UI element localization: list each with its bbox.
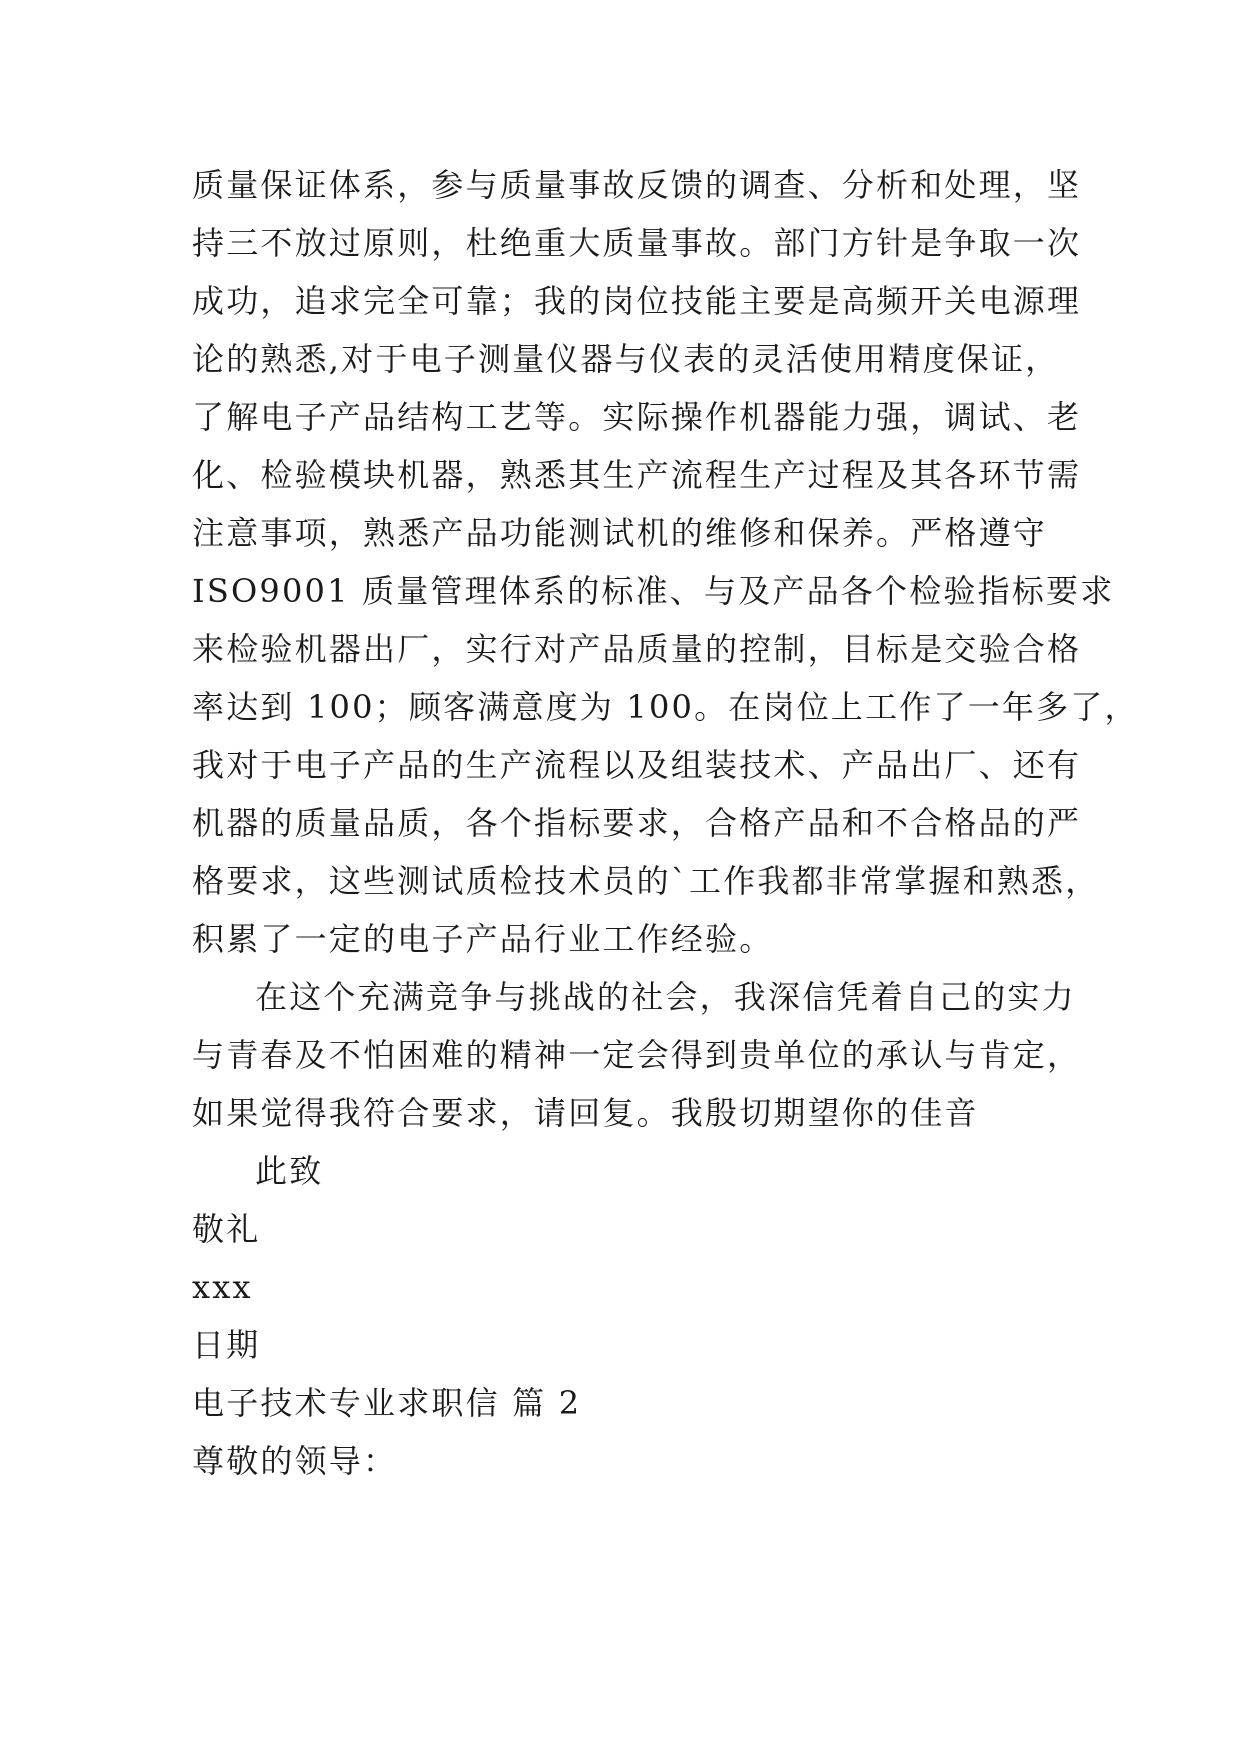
salutation: 敬礼 [192, 1210, 261, 1248]
text-line: 注意事项，熟悉产品功能测试机的维修和保养。严格遵守 [192, 514, 1048, 552]
text-line: 如果觉得我符合要求，请回复。我殷切期望你的佳音 [192, 1094, 979, 1132]
text-line: 在这个充满竞争与挑战的社会，我深信凭着自己的实力 [255, 978, 1076, 1016]
signature: xxx [192, 1268, 253, 1306]
text-line: 我对于电子产品的生产流程以及组装技术、产品出厂、还有 [192, 746, 1082, 784]
date-label: 日期 [192, 1326, 261, 1364]
text-line: ISO9001 质量管理体系的标准、与及产品各个检验指标要求 [192, 572, 1115, 610]
text-line: 来检验机器出厂，实行对产品质量的控制，目标是交验合格 [192, 630, 1082, 668]
greeting: 尊敬的领导： [192, 1442, 398, 1480]
text-line: 成功，追求完全可靠；我的岗位技能主要是高频开关电源理 [192, 282, 1082, 320]
section-title: 电子技术专业求职信 篇 2 [192, 1384, 582, 1422]
text-line: 化、检验模块机器，熟悉其生产流程生产过程及其各环节需 [192, 456, 1082, 494]
text-line: 机器的质量品质，各个指标要求，合格产品和不合格品的严 [192, 804, 1082, 842]
text-line: 格要求，这些测试质检技术员的`工作我都非常掌握和熟悉， [192, 862, 1100, 900]
text-line: 率达到 100；顾客满意度为 100。在岗位上工作了一年多了， [192, 688, 1139, 726]
text-line: 论的熟悉,对于电子测量仪器与仪表的灵活使用精度保证， [192, 340, 1060, 378]
text-line: 积累了一定的电子产品行业工作经验。 [192, 920, 774, 958]
text-line: 质量保证体系，参与质量事故反馈的调查、分析和处理，坚 [192, 166, 1082, 204]
text-line: 与青春及不怕困难的精神一定会得到贵单位的承认与肯定， [192, 1036, 1082, 1074]
text-line: 持三不放过原则，杜绝重大质量事故。部门方针是争取一次 [192, 224, 1082, 262]
closing-phrase: 此致 [255, 1152, 324, 1190]
text-line: 了解电子产品结构工艺等。实际操作机器能力强，调试、老 [192, 398, 1082, 436]
